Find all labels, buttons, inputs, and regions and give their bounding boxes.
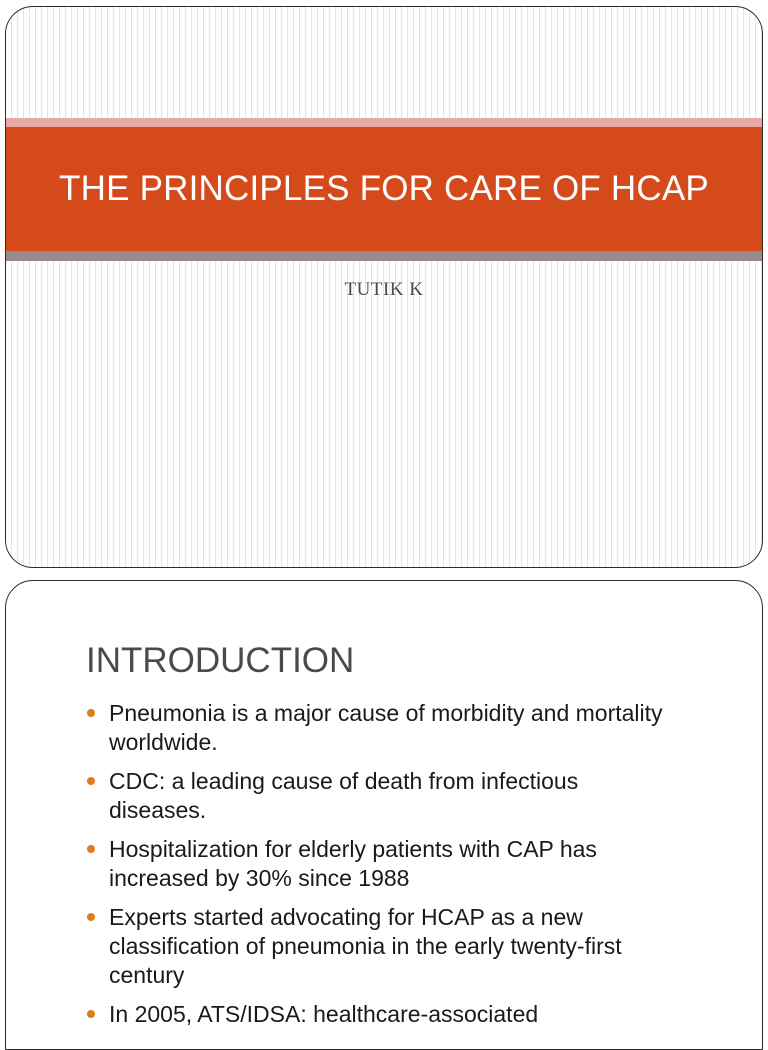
bullet-dot-icon [87,1010,95,1018]
bullet-text: Pneumonia is a major cause of morbidity and mortality worldwide. [109,700,663,755]
bullet-text: Hospitalization for elderly patients with CAP has increased by 30% since 1988 [109,836,597,891]
bullet-item [86,1000,666,1029]
bullet-text: Experts started advocating for HCAP as a new classification of pneumonia in the early twenty-first century [109,904,622,988]
title-band-top-stripe [6,118,762,127]
bullet-item [86,699,666,757]
bullet-dot-icon [87,913,95,921]
title-slide [5,6,763,568]
slide-title: THE PRINCIPLES FOR CARE OF HCAP [59,169,709,208]
bullet-item [86,835,666,893]
title-band [6,127,762,251]
title-band-bottom-stripe [6,251,762,261]
bullet-dot-icon [87,845,95,853]
bullet-dot-icon [87,709,95,717]
bullet-text: In 2005, ATS/IDSA: healthcare-associated [109,1001,539,1027]
bullet-dot-icon [87,777,95,785]
bullet-item [86,767,666,825]
bullet-item [86,903,666,990]
introduction-slide [5,580,763,1050]
bullet-list [86,699,666,1039]
bullet-text: CDC: a leading cause of death from infectious diseases. [109,768,579,823]
slide-subtitle: TUTIK K [344,279,424,300]
slide-heading: INTRODUCTION [86,641,355,680]
